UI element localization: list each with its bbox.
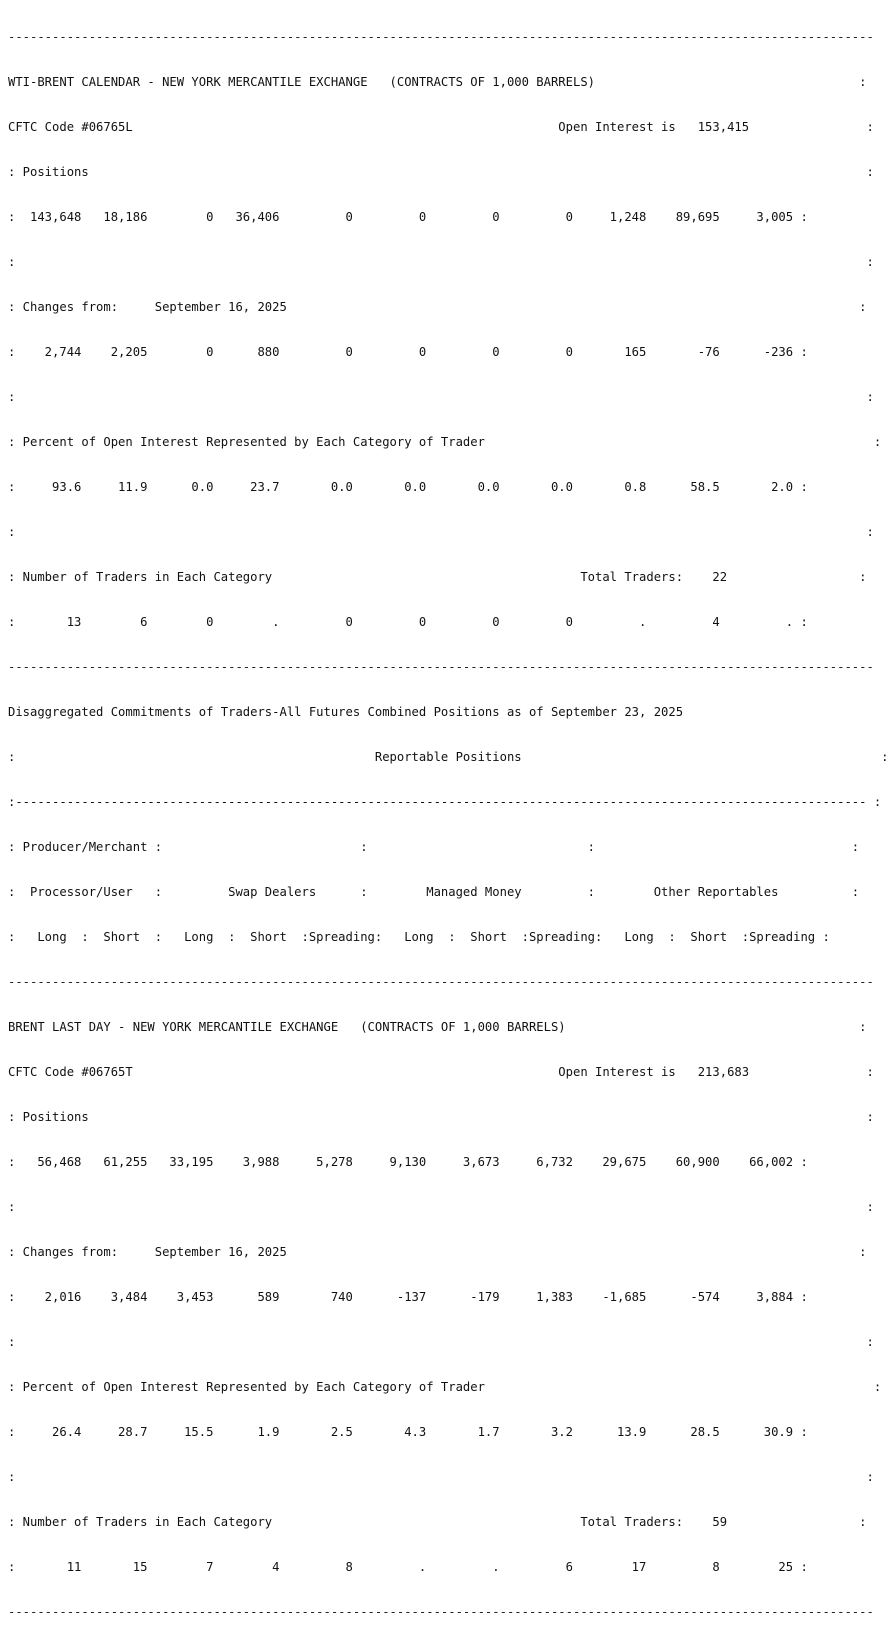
traders-label: : Number of Traders in Each Category Total Traders: 22 : [8,570,867,584]
column-group-header-1: : Producer/Merchant : : : : [8,840,860,854]
separator-rule: ---------------------------------------------------------------------------------------------------------------------- [8,1605,874,1619]
blank-row: : : [8,255,874,269]
cftc-code-open-interest-wti-brent: CFTC Code #06765L Open Interest is 153,415 : [8,120,874,134]
report-title: Disaggregated Commitments of Traders-All Futures Combined Positions as of September 23, 2025 [8,705,684,719]
percent-oi-label: : Percent of Open Interest Represented by Each Category of Trader : [8,1380,882,1394]
separator-rule: ---------------------------------------------------------------------------------------------------------------------- [8,975,874,989]
blank-row: : : [8,525,874,539]
blank-row: : : [8,1200,874,1214]
changes-row-brent-last-day: : 2,016 3,484 3,453 589 740 -137 -179 1,383 -1,685 -574 3,884 : [8,1290,808,1304]
cftc-code-open-interest-brent-last-day: CFTC Code #06765T Open Interest is 213,683 : [8,1065,874,1079]
percent-oi-row-wti-brent: : 93.6 11.9 0.0 23.7 0.0 0.0 0.0 0.0 0.8 58.5 2.0 : [8,480,808,494]
changes-label: : Changes from: September 16, 2025 : [8,1245,867,1259]
header-rule: :-------------------------------------------------------------------------------------------------------------------- : [8,795,882,809]
changes-label: : Changes from: September 16, 2025 : [8,300,867,314]
percent-oi-label: : Percent of Open Interest Represented by Each Category of Trader : [8,435,882,449]
traders-label: : Number of Traders in Each Category Total Traders: 59 : [8,1515,867,1529]
changes-row-wti-brent: : 2,744 2,205 0 880 0 0 0 0 165 -76 -236 : [8,345,808,359]
column-group-header-2: : Processor/User : Swap Dealers : Managed Money : Other Reportables : [8,885,860,899]
positions-row-wti-brent: : 143,648 18,186 0 36,406 0 0 0 0 1,248 89,695 3,005 : [8,210,808,224]
cot-report-text [8,0,889,1635]
column-header-row: : Long : Short : Long : Short :Spreading: Long : Short :Spreading: Long : Short :Spreading : [8,930,830,944]
percent-oi-row-brent-last-day: : 26.4 28.7 15.5 1.9 2.5 4.3 1.7 3.2 13.9 28.5 30.9 : [8,1425,808,1439]
positions-row-brent-last-day: : 56,468 61,255 33,195 3,988 5,278 9,130 3,673 6,732 29,675 60,900 66,002 : [8,1155,808,1169]
blank-row: : : [8,1470,874,1484]
traders-row-brent-last-day: : 11 15 7 4 8 . . 6 17 8 25 : [8,1560,808,1574]
traders-row-wti-brent: : 13 6 0 . 0 0 0 0 . 4 . : [8,615,808,629]
positions-label: : Positions : [8,165,874,179]
contract-title-brent-last-day: BRENT LAST DAY - NEW YORK MERCANTILE EXCHANGE (CONTRACTS OF 1,000 BARRELS) : [8,1020,867,1034]
blank-row: : : [8,1335,874,1349]
positions-label: : Positions : [8,1110,874,1124]
separator-rule: ---------------------------------------------------------------------------------------------------------------------- [8,30,874,44]
contract-title-wti-brent: WTI-BRENT CALENDAR - NEW YORK MERCANTILE EXCHANGE (CONTRACTS OF 1,000 BARRELS) : [8,75,867,89]
blank-row: : : [8,390,874,404]
separator-rule: ---------------------------------------------------------------------------------------------------------------------- [8,660,874,674]
reportable-positions-heading: : Reportable Positions : [8,750,889,764]
